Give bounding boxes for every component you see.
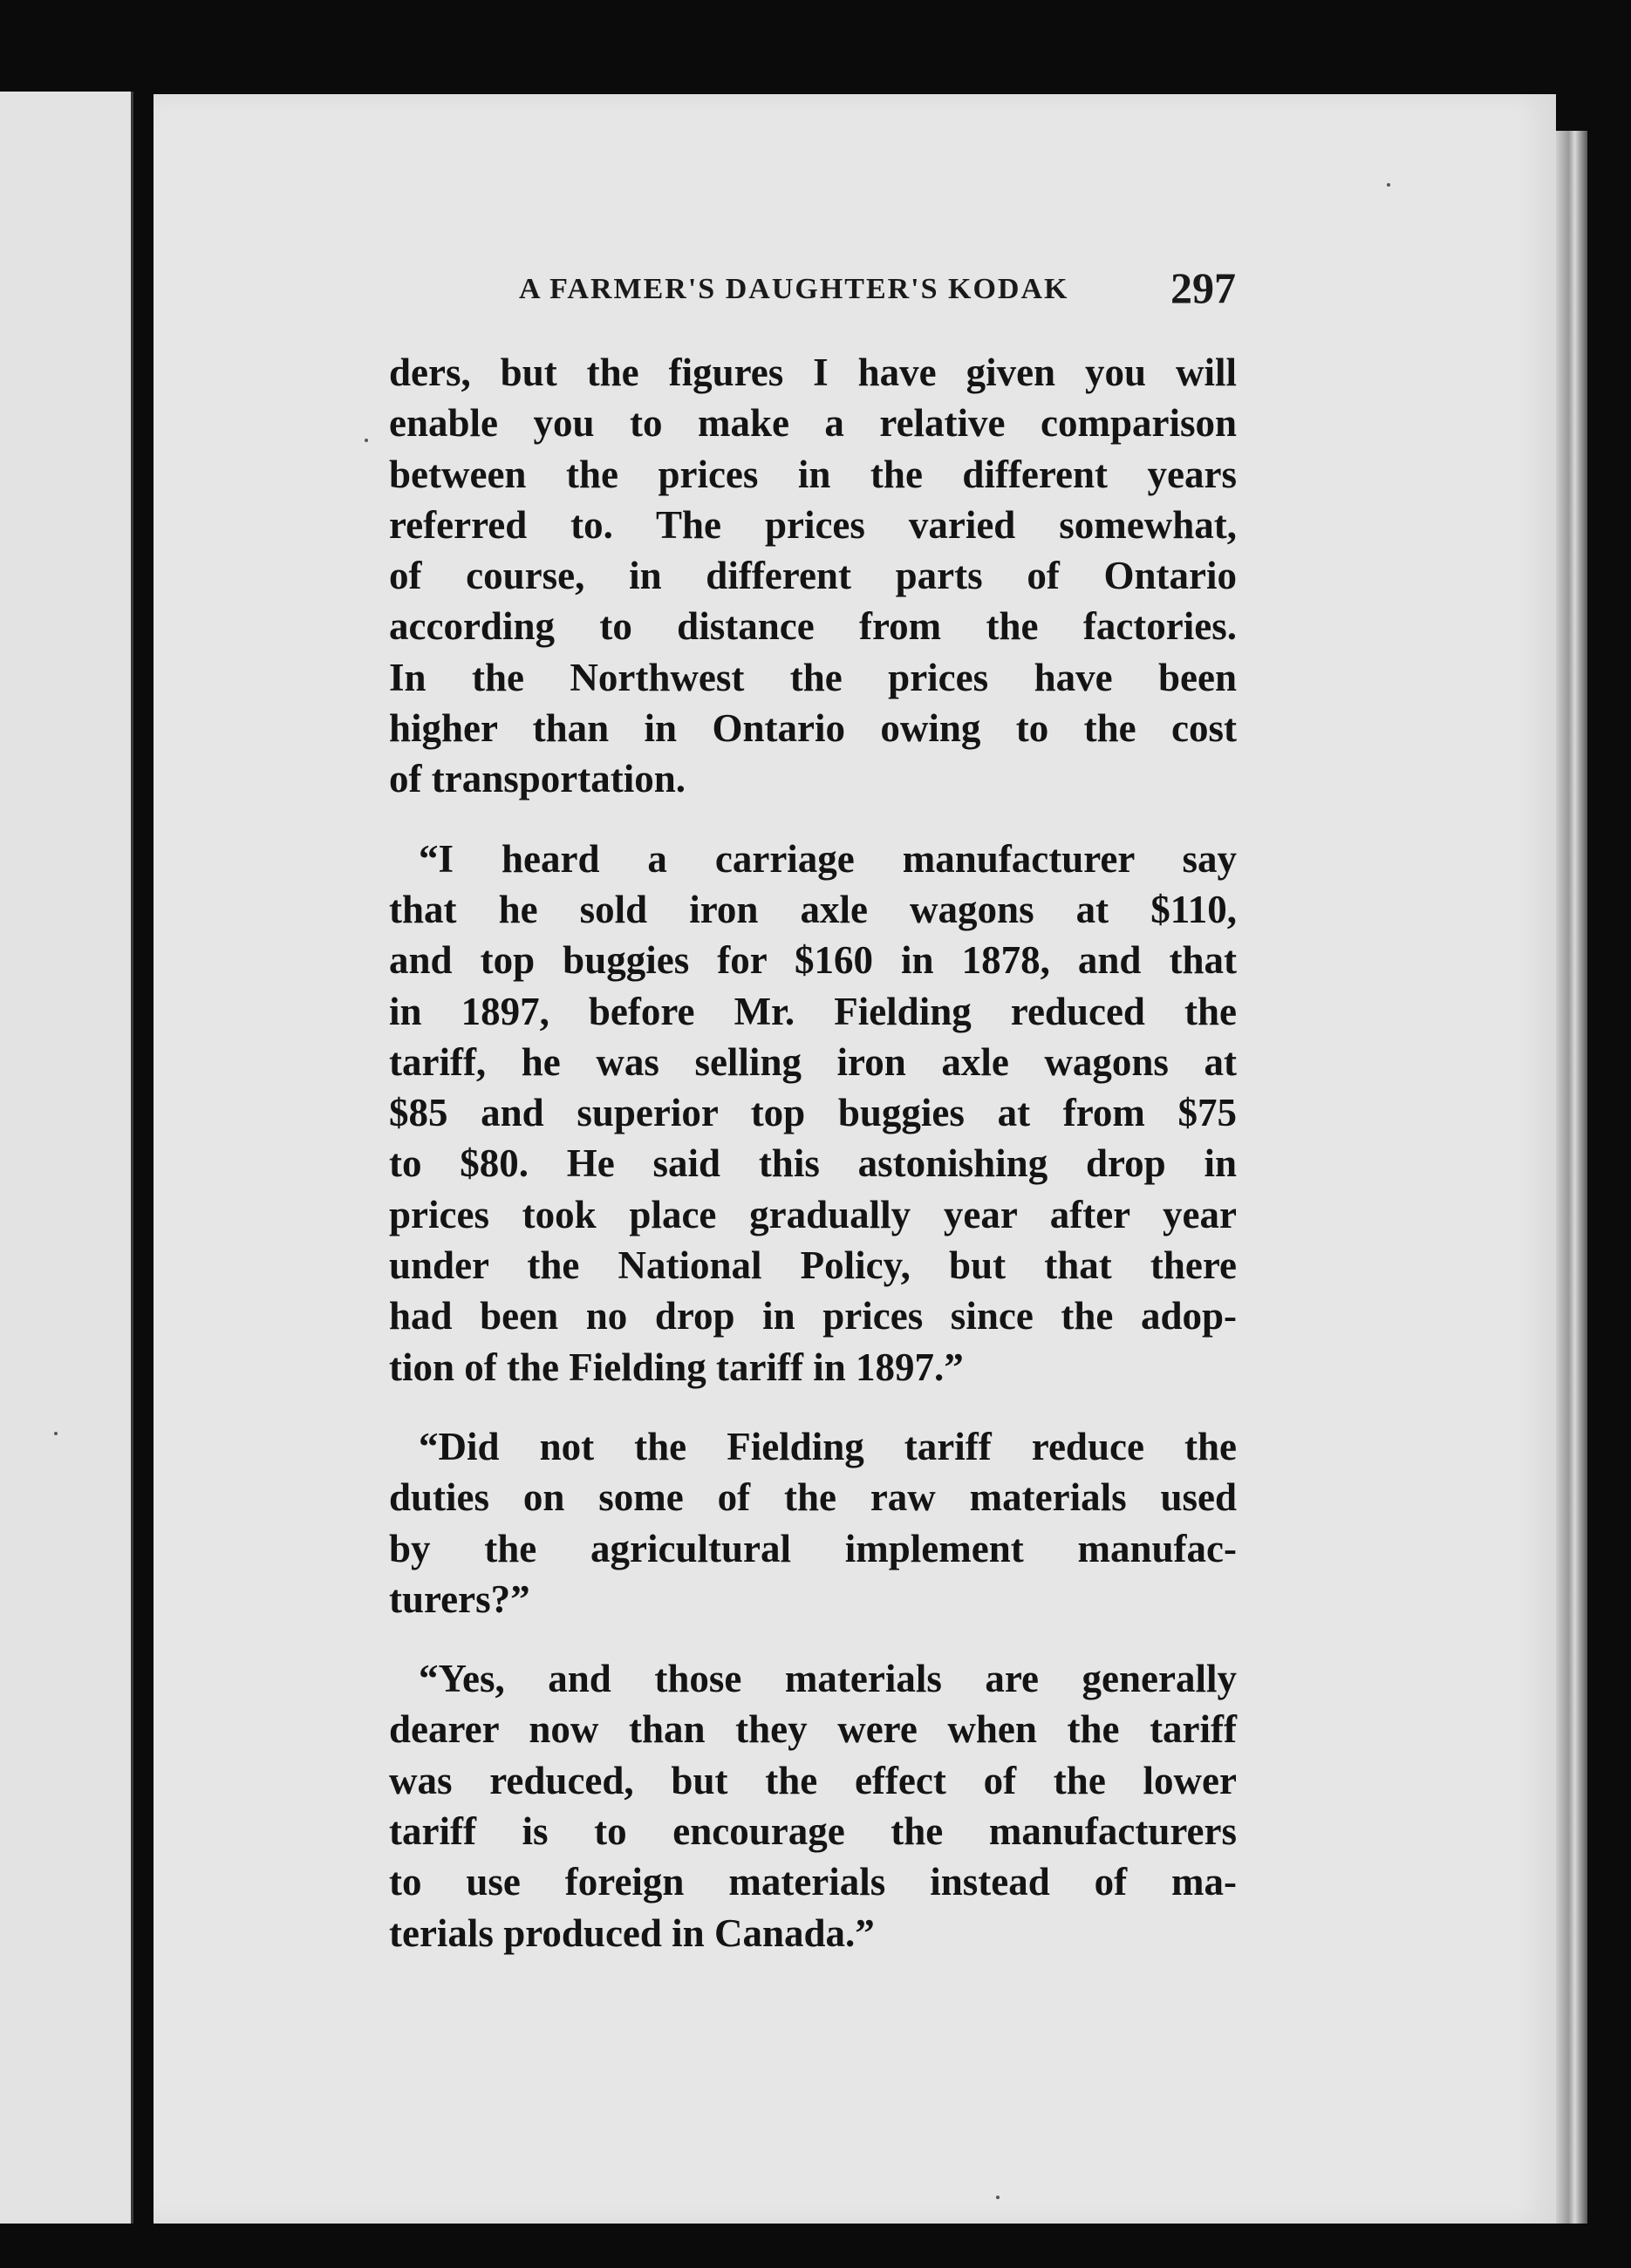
page-number: 297 bbox=[1170, 263, 1236, 312]
body-text bbox=[389, 347, 1237, 1958]
text-line: terials produced in Canada.” bbox=[389, 1910, 875, 1955]
text-line: “I heard a carriage manufacturer say bbox=[419, 836, 1237, 881]
text-line: tion of the Fielding tariff in 1897.” bbox=[389, 1345, 964, 1389]
text-line: between the prices in the different years bbox=[389, 452, 1237, 496]
text-line: and top buggies for $160 in 1878, and that bbox=[389, 938, 1237, 983]
text-line: tariff, he was selling iron axle wagons at bbox=[389, 1039, 1237, 1084]
running-head bbox=[519, 263, 1236, 327]
text-line: tariff is to encourage the manufacturers bbox=[389, 1809, 1237, 1854]
running-title: A FARMER'S DAUGHTER'S KODAK bbox=[519, 273, 1069, 305]
text-line: was reduced, but the effect of the lower bbox=[389, 1758, 1237, 1802]
text-line: enable you to make a relative comparison bbox=[389, 401, 1237, 446]
paragraph bbox=[389, 1421, 1237, 1624]
text-line: duties on some of the raw materials used bbox=[389, 1475, 1237, 1520]
text-line: “Yes, and those materials are generally bbox=[419, 1657, 1237, 1701]
text-line: of course, in different parts of Ontario bbox=[389, 554, 1237, 598]
paragraph bbox=[389, 834, 1237, 1393]
text-line: referred to. The prices varied somewhat, bbox=[389, 502, 1237, 547]
text-line: had been no drop in prices since the adop- bbox=[389, 1294, 1237, 1338]
text-line: that he sold iron axle wagons at $110, bbox=[389, 887, 1237, 931]
text-line: turers?” bbox=[389, 1577, 530, 1621]
paragraph bbox=[389, 347, 1237, 805]
text-line: ders, but the figures I have given you will bbox=[389, 351, 1237, 394]
text-line: $85 and superior top buggies at from $75 bbox=[389, 1091, 1237, 1135]
ink-speck bbox=[996, 2196, 1000, 2199]
text-line: according to distance from the factories. bbox=[389, 604, 1237, 649]
text-line: in 1897, before Mr. Fielding reduced the bbox=[389, 989, 1237, 1033]
ink-speck bbox=[365, 439, 368, 442]
facing-page-edge bbox=[0, 92, 133, 2224]
text-line: to $80. He said this astonishing drop in bbox=[389, 1141, 1237, 1186]
text-line: prices took place gradually year after year bbox=[389, 1192, 1237, 1236]
text-line: to use foreign materials instead of ma- bbox=[389, 1860, 1237, 1904]
ink-speck bbox=[1387, 183, 1390, 187]
text-line: higher than in Ontario owing to the cost bbox=[389, 706, 1237, 751]
paragraph bbox=[389, 1653, 1237, 1958]
text-line: under the National Policy, but that there bbox=[389, 1243, 1237, 1288]
text-line: of transportation. bbox=[389, 757, 686, 801]
text-line: “Did not the Fielding tariff reduce the bbox=[419, 1424, 1237, 1468]
ink-speck bbox=[54, 1432, 58, 1435]
text-line: In the Northwest the prices have been bbox=[389, 655, 1237, 699]
text-line: by the agricultural implement manufac- bbox=[389, 1526, 1237, 1570]
page-fore-edge bbox=[1556, 131, 1587, 2224]
text-line: dearer now than they were when the tariff bbox=[389, 1707, 1237, 1752]
